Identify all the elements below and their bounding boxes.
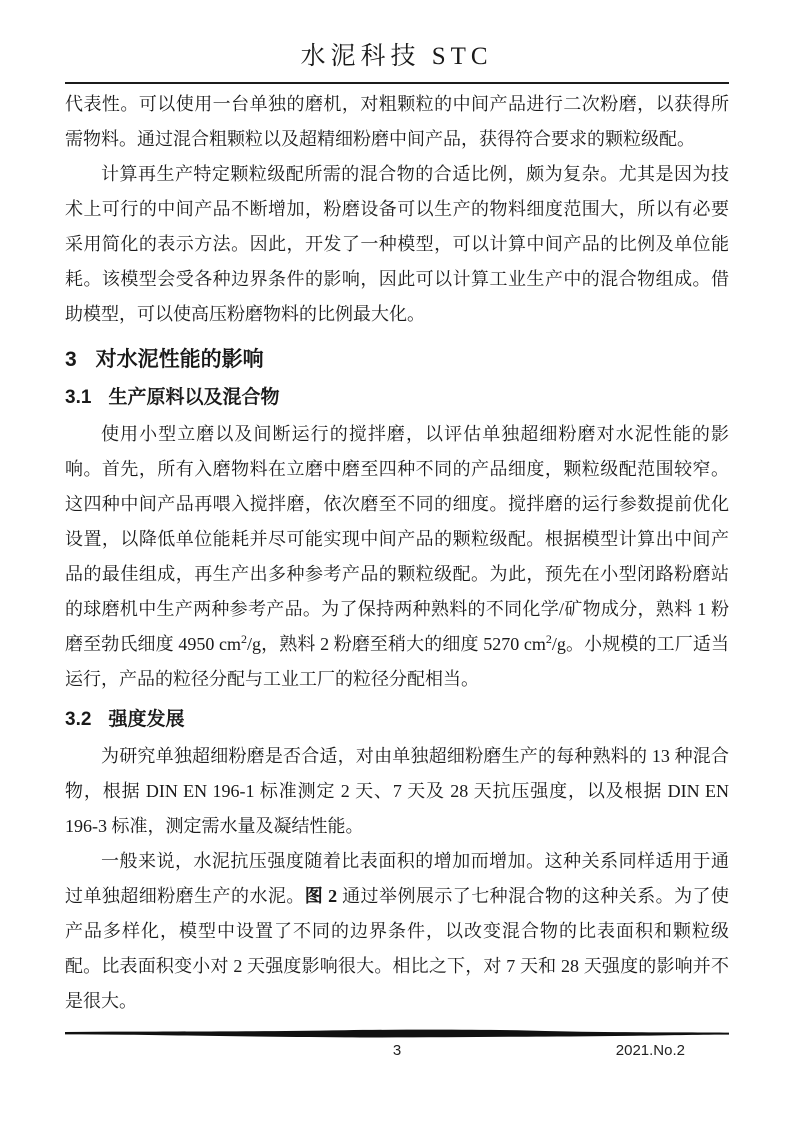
section-heading-3-1 bbox=[65, 383, 729, 412]
page-header bbox=[0, 0, 793, 84]
superscript: 2 bbox=[240, 632, 247, 646]
journal-title: 水泥科技 STC bbox=[300, 43, 493, 70]
header-rule bbox=[65, 82, 729, 84]
section-number: 3 bbox=[65, 348, 77, 371]
section-title: 生产原料以及混合物 bbox=[108, 387, 280, 408]
section-title: 对水泥性能的影响 bbox=[95, 348, 264, 371]
text-segment: 使用小型立磨以及间断运行的搅拌磨，以评估单独超细粉磨对水泥性能的影响。首先，所有入磨物料在立磨中磨至四种不同的产品细度，颗粒级配范围较窄。这四种中间产品再喂入搅拌磨，依次磨至不同的细度。搅拌磨的运行参数提前优化设置，以降低单位能耗并尽可能实现中间产品的颗粒级配。根据模型计算出中间产品的最佳组成，再生产出多种参考产品的颗粒级配。为此，预先在小型闭路粉磨站的球磨机中生产两种参考产品。为了保持两种熟料的不同化学/矿物成分，熟料 1 粉磨至勃氏细度 4950 cm bbox=[65, 424, 729, 654]
page-footer bbox=[65, 1028, 729, 1062]
article-body bbox=[65, 87, 729, 1019]
paragraph-raw-materials bbox=[65, 417, 729, 697]
section-number: 3.1 bbox=[65, 387, 92, 408]
text-segment: 通过举例展示了七种混合物的这种关系。为了使产品多样化，模型中设置了不同的边界条件，以改变混合物的比表面积和颗粒级配。比表面积变小对 2 天强度影响很大。相比之下，对 7 天和 28 天强度的影响并不是很大。 bbox=[65, 886, 730, 1011]
superscript: 2 bbox=[545, 632, 552, 646]
text-segment: /g。小规模的工厂适当运行，产品的粒径分配与工业工厂的粒径分配相当。 bbox=[65, 634, 729, 689]
figure-2-reference: 图 2 bbox=[304, 886, 338, 906]
section-heading-3-2 bbox=[65, 705, 729, 734]
footer-decorative-rule bbox=[65, 1028, 729, 1040]
page-number: 3 bbox=[392, 1042, 402, 1059]
text-segment: 一般来说，水泥抗压强度随着比表面积的增加而增加。这种关系同样适用于通过单独超细粉磨生产的水泥。 bbox=[65, 851, 729, 906]
paragraph-model-description: 计算再生产特定颗粒级配所需的混合物的合适比例，颇为复杂。尤其是因为技术上可行的中间产品不断增加，粉磨设备可以生产的物料细度范围大，所以有必要采用简化的表示方法。因此，开发了一种模型，可以计算中间产品的比例及单位能耗。该模型会受各种边界条件的影响，因此可以计算工业生产中的混合物组成。借助模型，可以使高压粉磨物料的比例最大化。 bbox=[65, 164, 729, 324]
section-heading-3 bbox=[65, 345, 729, 375]
footer-row bbox=[65, 1042, 729, 1062]
paragraph-continuation: 代表性。可以使用一台单独的磨机，对粗颗粒的中间产品进行二次粉磨，以获得所需物料。通过混合粗颗粒以及超精细粉磨中间产品，获得符合要求的颗粒级配。 bbox=[65, 94, 729, 149]
issue-label: 2021.No.2 bbox=[615, 1042, 685, 1059]
paragraph-strength-testing: 为研究单独超细粉磨是否合适，对由单独超细粉磨生产的每种熟料的 13 种混合物，根据 DIN EN 196-1 标准测定 2 天、7 天及 28 天抗压强度，以及根据 DIN EN 196-3 标准，测定需水量及凝结性能。 bbox=[65, 746, 729, 836]
paragraph-strength-relation bbox=[65, 844, 729, 1019]
section-number: 3.2 bbox=[65, 709, 92, 730]
text-segment: /g，熟料 2 粉磨至稍大的细度 5270 cm bbox=[246, 634, 546, 654]
section-title: 强度发展 bbox=[108, 709, 185, 730]
